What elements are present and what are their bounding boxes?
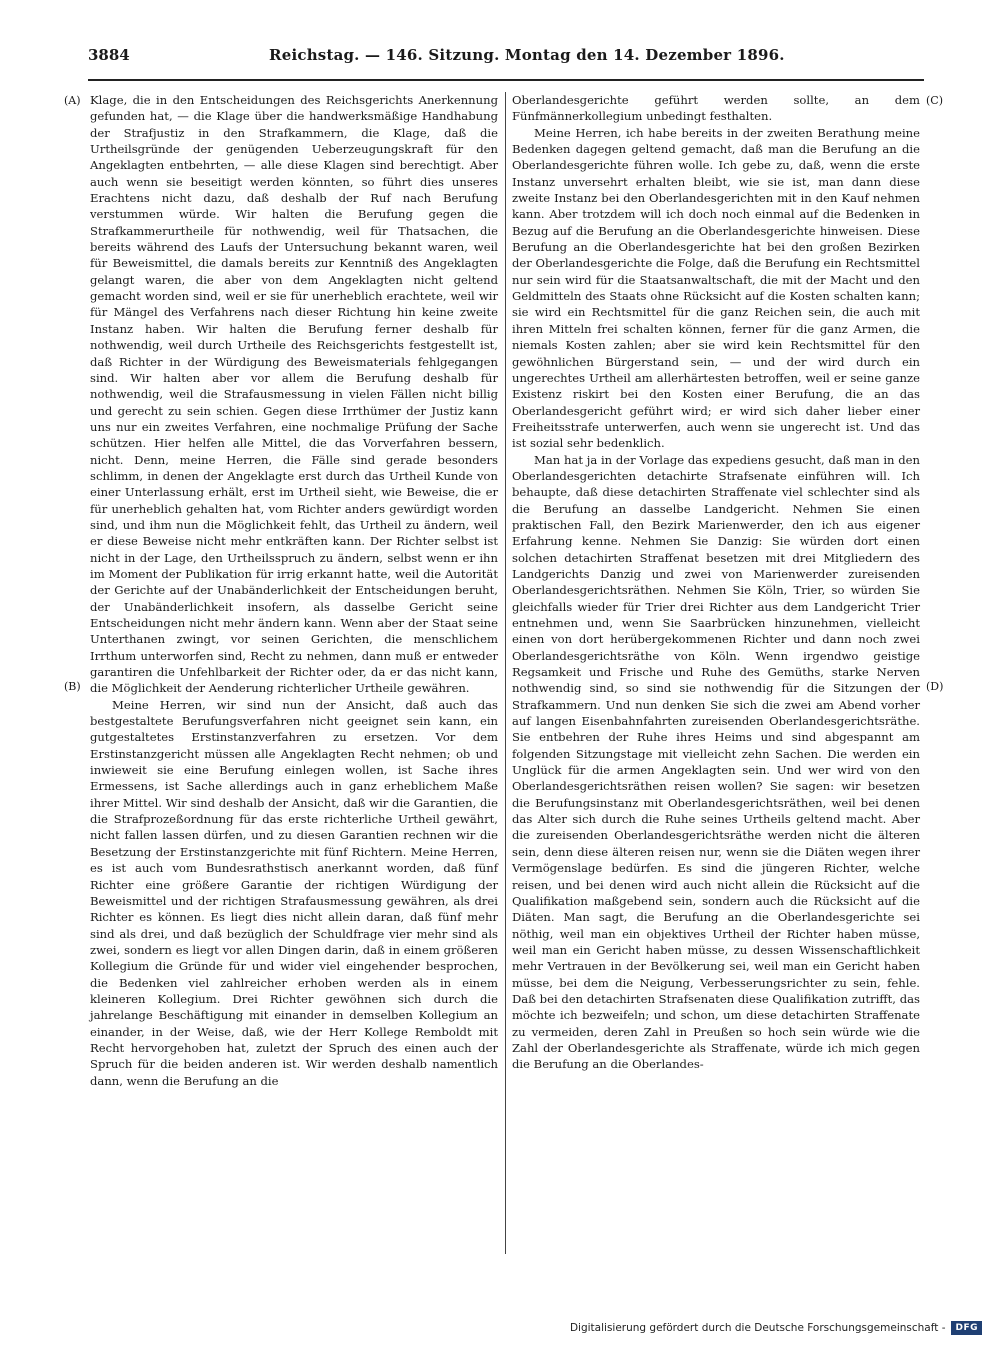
page-title: Reichstag. — 146. Sitzung. Montag den 14. Dezember 1896. bbox=[269, 46, 785, 64]
dfg-logo-icon: DFG bbox=[951, 1321, 982, 1335]
right-column bbox=[512, 92, 920, 1073]
page-header bbox=[88, 46, 924, 74]
left-paragraph-1: Klage, die in den Entscheidungen des Reichsgerichts Anerkennung gefunden hat, — die Klage über die handwerksmäßige Handhabung der Strafjustiz in den Strafkammern, die Klage, daß die Urtheilsgründe der genügenden Ueberzeugungskraft für den Angeklagten entbehrten, — alle diese Klagen sind berechtigt. Aber auch wenn sie beseitigt werden könnten, so führt dies unseres Erachtens nicht dazu, daß deshalb der Ruf nach Berufung verstummen würde. Wir halten die Berufung gegen die Strafkammerurtheile für nothwendig, weil für Thatsachen, die bereits während des Laufs der Untersuchung bekannt waren, weil für Beweismittel, die damals bereits zur Kenntniß des Angeklagten gelangt waren, die aber von dem Angeklagten nicht geltend gemacht worden sind, weil er sie für unerheblich erachtete, weil wir für Mängel des Verfahrens nach dieser Richtung hin keine zweite Instanz haben. Wir halten die Berufung ferner deshalb für nothwendig, weil durch Urtheile des Reichsgerichts festgestellt ist, daß Richter in der Würdigung des Beweismaterials fehlgegangen sind. Wir halten aber vor allem die Berufung deshalb für nothwendig, weil die Strafausmessung in vielen Fällen nicht billig und gerecht zu sein schien. Gegen diese Irrthümer der Justiz kann uns nur ein zweites Verfahren, eine nochmalige Prüfung der Sache schützen. Hier helfen alle Mittel, die das Vorverfahren bessern, nicht. Denn, meine Herren, die Fälle sind gerade besonders schlimm, in denen der Angeklagte erst durch das Urtheil Kunde von einer Unterlassung erhält, erst im Urtheil sieht, wie Beweise, die er für unerheblich gehalten hat, vom Richter anders gewürdigt worden sind, und ihm nun die Möglichkeit fehlt, das Urtheil zu ändern, weil er diese Beweise nicht mehr entkräften kann. Der Richter selbst ist nicht in der Lage, den Urtheilsspruch zu ändern, selbst wenn er ihn im Moment der Publikation für irrig erkannt hatte, weil die Autorität der Gerichte auf der Unabänderlichkeit der Entscheidungen beruht, der Unabänderlichkeit insofern, als dasselbe Gericht seine Entscheidungen nicht mehr ändern kann. Wenn aber der Staat seine Unterthanen zwingt, vor seinen Gerichten, die menschlichem Irrthum unterworfen sind, Recht zu nehmen, dann muß er entweder garantiren die Unfehlbarkeit der Richter oder, da er das nicht kann, die Möglichkeit der Aenderung richterlicher Urtheile gewähren. bbox=[90, 93, 498, 696]
margin-mark-a: (A) bbox=[64, 94, 81, 107]
margin-mark-b: (B) bbox=[64, 680, 81, 693]
margin-mark-c: (C) bbox=[926, 94, 943, 107]
footer-credit: Digitalisierung gefördert durch die Deutsche Forschungsgemeinschaft - bbox=[569, 1322, 946, 1334]
margin-mark-d: (D) bbox=[926, 680, 944, 693]
right-paragraph-2: Meine Herren, ich habe bereits in der zweiten Berathung meine Bedenken dagegen geltend gemacht, daß man die Berufung an die Oberlandesgerichte führen wolle. Ich gebe zu, daß, wenn die erste Instanz unversehrt erhalten bleibt, wie sie ist, man dann diese zweite Instanz bei den Oberlandesgerichten mit in den Kauf nehmen kann. Aber trotzdem will ich doch noch einmal auf die Bedenken in Bezug auf die Berufung an die Oberlandesgerichte hinweisen. Diese Berufung an die Oberlandesgerichte hat bei den großen Bezirken der Oberlandesgerichte die Folge, daß die Berufung ein Rechtsmittel nur sein wird für die Staatsanwaltschaft, die mit der Macht und den Geldmitteln des Staats ohne Rücksicht auf die Kosten schalten kann; sie wird ein Rechtsmittel für die ganz Reichen sein, die auch mit ihren Mitteln frei schalten können, ferner für die ganz Armen, die niemals Kosten zahlen; aber sie wird kein Rechtsmittel für den gewöhnlichen Bürgerstand sein, — und der wird durch ein ungerechtes Urtheil am allerhärtesten betroffen, weil er seine ganze Existenz riskirt bei den Kosten einer Berufung, die an das Oberlandesgericht geführt wird; er wird sich daher lieber einer Freiheitsstrafe unterwerfen, auch wenn sie ungerecht ist. Und das ist sozial sehr bedenklich. bbox=[512, 125, 920, 451]
right-paragraph-1: Oberlandesgerichte geführt werden sollte, an dem Fünfmännerkollegium unbedingt festhalten. bbox=[512, 93, 920, 124]
column-divider bbox=[505, 92, 506, 1254]
left-column bbox=[90, 92, 498, 1089]
left-paragraph-2: Meine Herren, wir sind nun der Ansicht, daß auch das bestgestaltete Berufungsverfahren nicht geeignet sein kann, ein gutgestaltetes Erstinstanzverfahren zu ersetzen. Vor dem Erstinstanzgericht müssen alle Angeklagten Recht nehmen; ob und inwieweit sie eine Berufung einlegen wollen, ist Sache ihres Ermessens, ist Sache allerdings auch in ganz erheblichem Maße ihrer Mittel. Wir sind deshalb der Ansicht, daß wir die Garantien, die die Strafprozeßordnung für das erste richterliche Urtheil gewährt, nicht fallen lassen dürfen, und zu diesen Garantien rechnen wir die Besetzung der Erstinstanzgerichte mit fünf Richtern. Meine Herren, es ist auch vom Bundesrathstisch anerkannt worden, daß fünf Richter eine größere Garantie der richtigen Würdigung der Beweismittel und der richtigen Strafausmessung gewähren, als drei Richter es können. Es liegt dies nicht allein daran, daß fünf mehr sind als drei, und daß bezüglich der Schuldfrage vier mehr sind als zwei, sondern es liegt vor allen Dingen darin, daß in einem größeren Kollegium die Gründe für und wider viel eingehender besprochen, die Bedenken viel zahlreicher erhoben werden als in einem kleineren Kollegium. Drei Richter gewöhnen sich durch die jahrelange Beschäftigung mit einander in demselben Kollegium an einander, in der Weise, daß, wie der Herr Kollege Remboldt mit Recht hervorgehoben hat, zuletzt der Spruch des einen auch der Spruch für die beiden anderen ist. Wir werden deshalb namentlich dann, wenn die Berufung an die bbox=[90, 697, 498, 1088]
page-number: 3884 bbox=[88, 46, 130, 64]
header-rule bbox=[88, 79, 924, 81]
footer bbox=[570, 1321, 982, 1335]
right-paragraph-3: Man hat ja in der Vorlage das expediens gesucht, daß man in den Oberlandesgerichten detachirte Strafsenate einführen will. Ich behaupte, daß diese detachirten Straffenate viel schlechter sind als die Berufung an dasselbe Landgericht. Nehmen Sie einen praktischen Fall, den Bezirk Marienwerder, den ich aus eigener Erfahrung kenne. Nehmen Sie Danzig: Sie würden dort einen solchen detachirten Straffenat besetzen mit drei Mitgliedern des Landgerichts Danzig und zwei von Marienwerder zureisenden Oberlandesgerichtsräthen. Nehmen Sie Köln, Trier, so würden Sie gleichfalls wieder für Trier drei Richter aus dem Landgericht Trier entnehmen und, wenn Sie Saarbrücken hinzunehmen, vielleicht einen von dort herübergekommenen Richter und dann noch zwei Oberlandesgerichtsräthe von Köln. Wenn irgendwo geistige Regsamkeit und Frische und Ruhe des Gemüths, starke Nerven nothwendig sind, so sind sie nothwendig für die Sitzungen der Strafkammern. Und nun denken Sie sich die zwei am Abend vorher auf langen Eisenbahnfahrten zureisenden Oberlandesgerichtsräthe. Sie entbehren der Ruhe ihres Heims und sind abgespannt am folgenden Sitzungstage mit vielleicht zehn Sachen. Die werden ein Unglück für die armen Angeklagten sein. Und wer wird von den Oberlandesgerichtsräthen reisen wollen? Sie sagen: wir besetzen die Berufungsinstanz mit Oberlandesgerichtsräthen, weil bei denen das Alter sich durch die Ruhe seines Urtheils geltend macht. Aber die zureisenden Oberlandesgerichtsräthe werden nicht die älteren sein, denn diese älteren reisen nur, wenn sie die Diäten wegen ihrer Vermögenslage bedürfen. Es sind die jüngeren Richter, welche reisen, und bei denen wird auch nicht allein die Rücksicht auf die Qualifikation maßgebend sein, sondern auch die Rücksicht auf die Diäten. Man sagt, die Berufung an die Oberlandesgerichte sei nöthig, weil man ein objektives Urtheil der Richter haben müsse, weil man ein Gericht haben müsse, zu dessen Wissenschaftlichkeit mehr Vertrauen in der Bevölkerung sei, weil man ein Gericht haben müsse, bei dem die Neigung, Verbesserungsrichter zu sein, fehle. Daß bei den detachirten Strafsenaten diese Qualifikation zutrifft, das möchte ich bezweifeln; und schon, um diese detachirten Straffenate zu vermeiden, deren Zahl in Preußen so hoch sein würde wie die Zahl der Oberlandesgerichte als Straffenate, würde ich mich gegen die Berufung an die Oberlandes- bbox=[512, 452, 920, 1072]
